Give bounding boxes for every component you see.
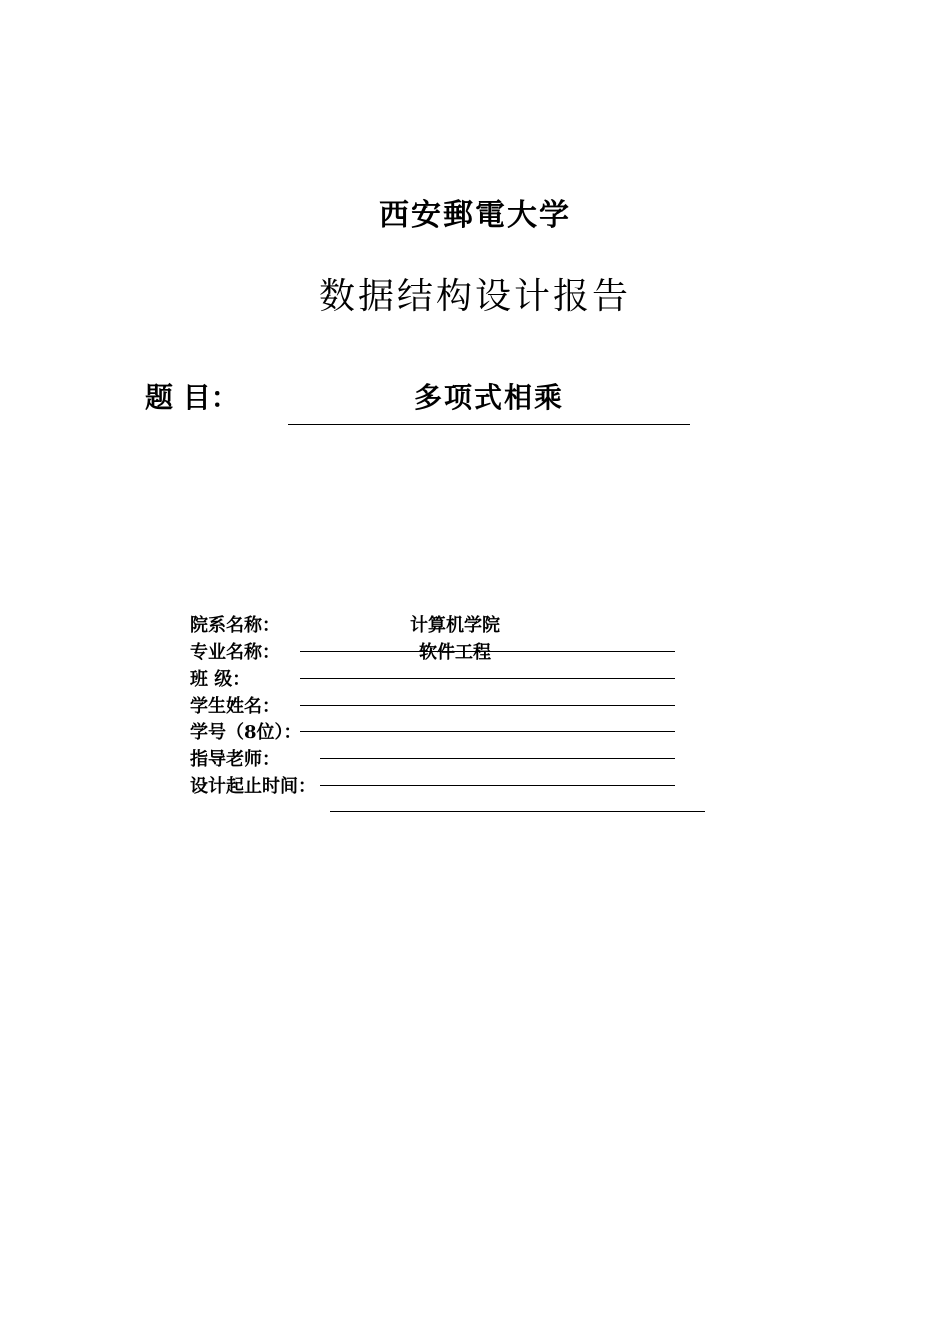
topic-label: 题 目： [145,381,239,414]
design-period-label: 设计起止时间： [190,776,316,797]
advisor-label: 指导老师： [190,749,280,770]
university-name: 西安郵電大学 [379,198,571,233]
design-period-underline [330,811,705,812]
major-underline [300,678,675,679]
department-label: 院系名称： [190,615,280,636]
student-name-underline [300,731,675,732]
advisor-underline [320,785,675,786]
major-label: 专业名称： [190,642,280,663]
student-name-label: 学生姓名： [190,696,280,717]
report-title: 数据结构设计报告 [318,276,631,317]
topic-value: 多项式相乘 [413,381,564,414]
topic-underline [288,424,690,425]
department-value: 计算机学院 [410,615,500,636]
student-id-label: 学号（8位）： [190,722,302,743]
class-underline [300,705,675,706]
class-label: 班 级： [190,669,251,690]
student-id-underline [320,758,675,759]
major-value: 软件工程 [419,642,491,663]
